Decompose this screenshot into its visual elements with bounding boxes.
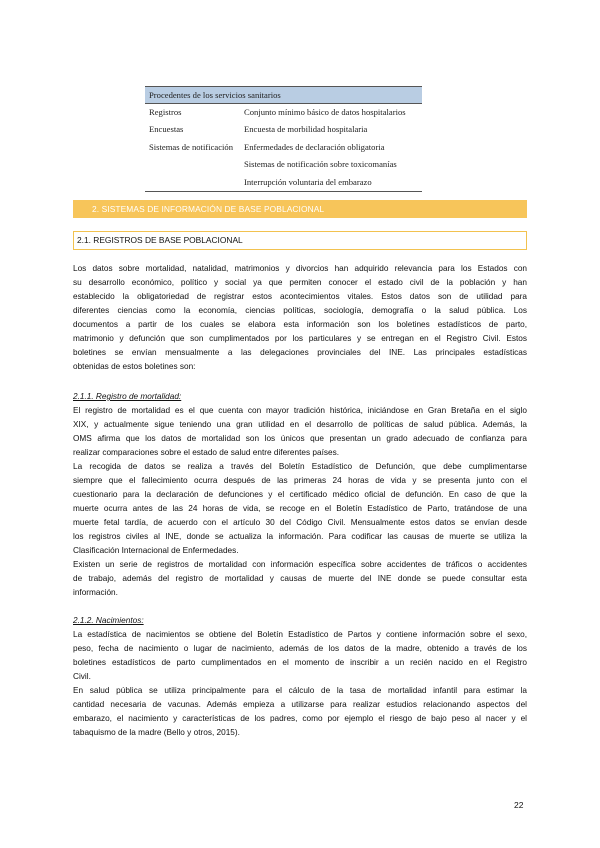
table-header: Procedentes de los servicios sanitarios (145, 86, 422, 104)
text-line: de trabajo, además del registro de mortalidad y causas de muerte del INE donde se puede consultar esta (73, 574, 527, 583)
text-line: muerte ocurra antes de las 24 horas de vida, se recoge en el Boletín Estadístico de Parto, tratándose de una (73, 504, 527, 513)
table-row (145, 104, 422, 121)
text-line: XIX, y actualmente sigue teniendo una gran utilidad en el desarrollo de políticas de salud pública. Además, la (73, 420, 527, 429)
text-line: peso, fecha de nacimiento o lugar de nacimiento, además de los datos de la madre, obtenido a través de los (73, 644, 527, 653)
table-row (145, 121, 422, 138)
text-line: boletines se envían mensualmente a las delegaciones provinciales del INE. Las principales estadísticas (73, 348, 527, 357)
table-cell-description: Sistemas de notificación sobre toxicomanías (244, 159, 397, 170)
text-line: El registro de mortalidad es el que cuenta con mayor tradición histórica, iniciándose en Gran Bretaña en el siglo (73, 406, 527, 415)
table-cell-source: Registros (149, 107, 182, 117)
text-line: diferentes ciencias como la economía, ciencias políticas, sociología, demografía o la salud pública. Los (73, 306, 527, 315)
births-section (73, 614, 527, 740)
text-line: matrimonio y defunción que son cumplimentados por los particulares y se entregan en el Registro Civil. Estos (73, 334, 527, 343)
table-cell-source (145, 174, 244, 191)
text-line: obtenidas de estos boletines son: (73, 362, 196, 371)
text-line: Civil. (73, 672, 91, 681)
table-cell-source: Encuestas (149, 124, 184, 135)
text-line: embarazo, el nacimiento y características de los padres, como por ejemplo el riesgo de bajo peso al nacer y el (73, 714, 527, 723)
table-row (145, 139, 422, 156)
text-line: realizar comparaciones sobre el estado de salud entre diferentes países. (73, 448, 339, 457)
text-line: En salud pública se utiliza principalmente para el cálculo de la tasa de mortalidad infantil para estimar la (73, 686, 527, 695)
text-line: siempre que el fallecimiento ocurra después de las primeras 24 horas de vida y se presenta junto con el (73, 476, 527, 485)
births-heading: 2.1.2. Nacimientos: (73, 616, 144, 625)
text-line: información. (73, 588, 118, 597)
table-cell-source (145, 156, 244, 173)
text-line: documentos a partir de los cuales se elabora esta información son los boletines estadísticos de parto, (73, 320, 527, 329)
text-line: Clasificación Internacional de Enfermedades. (73, 546, 239, 555)
text-line: Existen un serie de registros de mortalidad con información específica sobre accidentes de tráficos o accidentes (73, 560, 527, 569)
table-cell-description: Conjunto mínimo básico de datos hospitalarios (244, 107, 406, 117)
subsection-heading: 2.1. REGISTROS DE BASE POBLACIONAL (73, 231, 527, 250)
table-cell-source: Sistemas de notificación (149, 141, 234, 152)
section-heading: 2. SISTEMAS DE INFORMACIÓN DE BASE POBLACIONAL (73, 200, 527, 218)
text-line: cantidad necesaria de vacunas. Además empieza a utilizarse para realizar estudios relacionando aspectos del (73, 700, 527, 709)
mortality-section (73, 390, 527, 600)
table-row (145, 156, 422, 173)
table-row (145, 174, 422, 191)
mortality-heading: 2.1.1. Registro de mortalidad: (73, 392, 182, 401)
text-line: La recogida de datos se realiza a través del Boletín Estadístico de Defunción, que debe cumplimentarse (73, 462, 527, 471)
text-line: La estadística de nacimientos se obtiene del Boletín Estadístico de Partos y contiene información sobre el sexo, (73, 630, 527, 639)
text-line: su desarrollo económico, político y social ya que permiten conocer el estado civil de la población y han (73, 278, 527, 287)
text-line: tabaquismo de la madre (Bello y otros, 2015). (73, 728, 240, 737)
page-number: 22 (514, 800, 524, 810)
text-line: Los datos sobre mortalidad, natalidad, matrimonios y divorcios han adquirido relevancia para los Estados con (73, 264, 527, 273)
table-cell-description: Encuesta de morbilidad hospitalaria (244, 124, 368, 135)
text-line: boletines estadísticos de parto cumplimentados en el momento de inscribir a un recién nacido en el Registro (73, 658, 527, 667)
text-line: OMS afirma que los datos de mortalidad son los únicos que presentan un grado adecuado de confianza para (73, 434, 527, 443)
text-line: muerte fetal tardía, de acuerdo con el artículo 30 del Código Civil. Mensualmente estos datos se envían desde (73, 518, 527, 527)
table-cell-description: Enfermedades de declaración obligatoria (244, 141, 385, 152)
table-cell-description: Interrupción voluntaria del embarazo (244, 176, 372, 187)
text-line: establecido la obligatoriedad de registrar estos acontecimientos vitales. Estos datos son de utilidad para (73, 292, 527, 301)
text-line: los registros civiles al INE, donde se actualiza la información. Para codificar las causas de muerte se utiliza la (73, 532, 527, 541)
text-line: cuestionario para la declaración de defunciones y el certificado médico oficial de defunción. En caso de que la (73, 490, 527, 499)
health-services-sources-table (145, 86, 422, 192)
intro-paragraph (73, 262, 527, 374)
